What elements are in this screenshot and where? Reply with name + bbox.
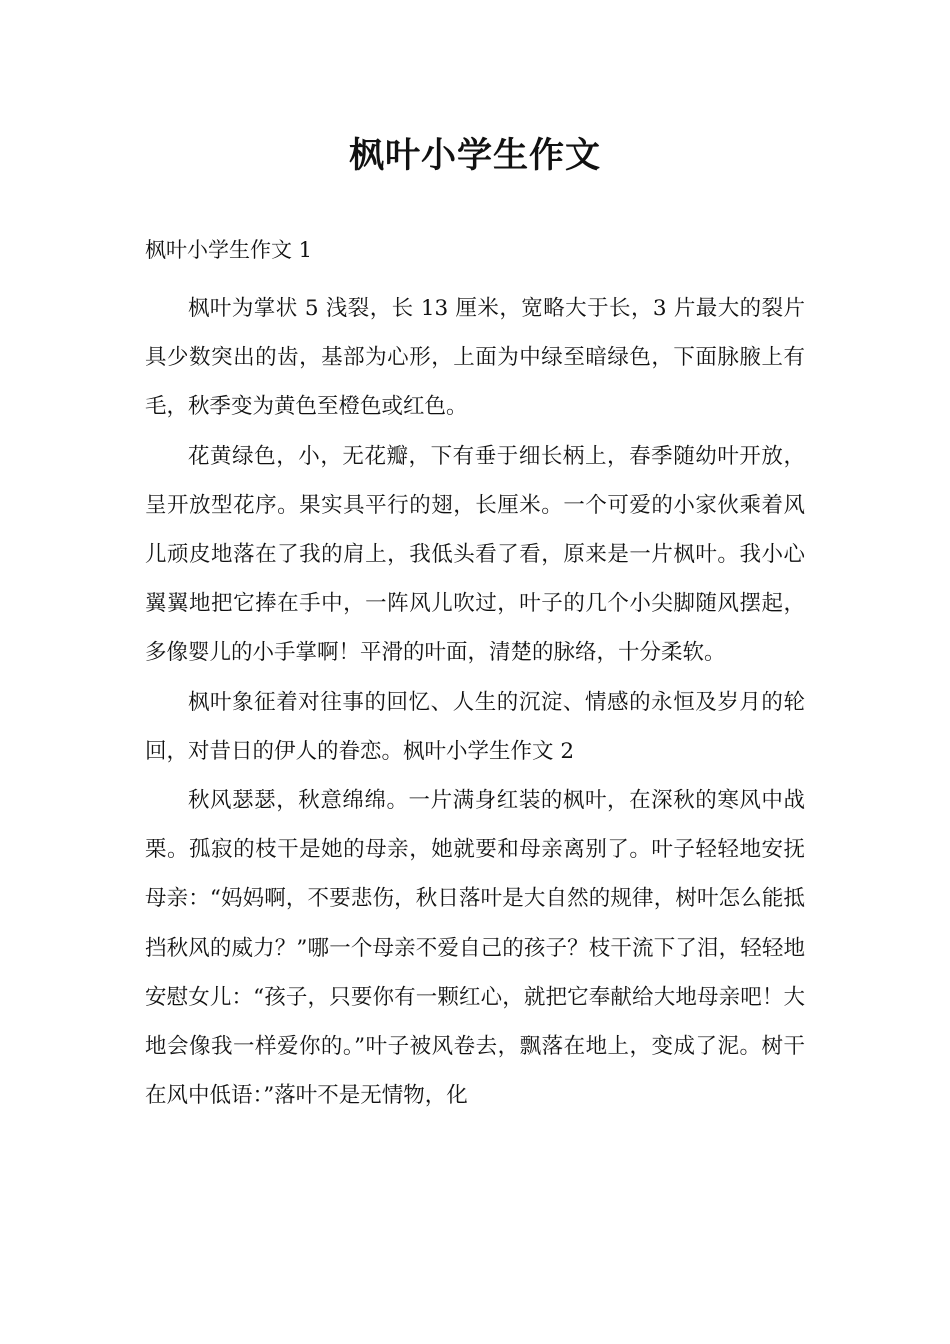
paragraph-1: 枫叶为掌状 5 浅裂，长 13 厘米，宽略大于长，3 片最大的裂片具少数突出的齿，基部为心形，上面为中绿至暗绿色，下面脉腋上有毛，秋季变为黄色至橙色或红色。 <box>145 296 805 420</box>
section-heading: 枫叶小学生作文 1 <box>145 238 313 262</box>
paragraph-2: 花黄绿色，小，无花瓣，下有垂于细长柄上，春季随幼叶开放，呈开放型花序。果实具平行的翅，长厘米。一个可爱的小家伙乘着风儿顽皮地落在了我的肩上，我低头看了看，原来是一片枫叶。我小心翼翼地把它捧在手中，一阵风儿吹过，叶子的几个小尖脚随风摆起，多像婴儿的小手掌啊！平滑的叶面，清楚的脉络，十分柔软。 <box>145 443 805 666</box>
paragraph-3: 枫叶象征着对往事的回忆、人生的沉淀、情感的永恒及岁月的轮回，对昔日的伊人的眷恋。枫叶小学生作文 2 <box>145 689 805 764</box>
page-title: 枫叶小学生作文 <box>348 136 601 176</box>
paragraph-4: 秋风瑟瑟，秋意绵绵。一片满身红装的枫叶，在深秋的寒风中战栗。孤寂的枝干是她的母亲，她就要和母亲离别了。叶子轻轻地安抚母亲：“妈妈啊，不要悲伤，秋日落叶是大自然的规律，树叶怎么能抵挡秋风的威力？”哪一个母亲不爱自己的孩子？枝干流下了泪，轻轻地安慰女儿：“孩子，只要你有一颗红心，就把它奉献给大地母亲吧！大地会像我一样爱你的。”叶子被风卷去，飘落在地上，变成了泥。树干在风中低语：”落叶不是无情物，化 <box>145 788 805 1109</box>
document-body <box>145 284 805 1120</box>
